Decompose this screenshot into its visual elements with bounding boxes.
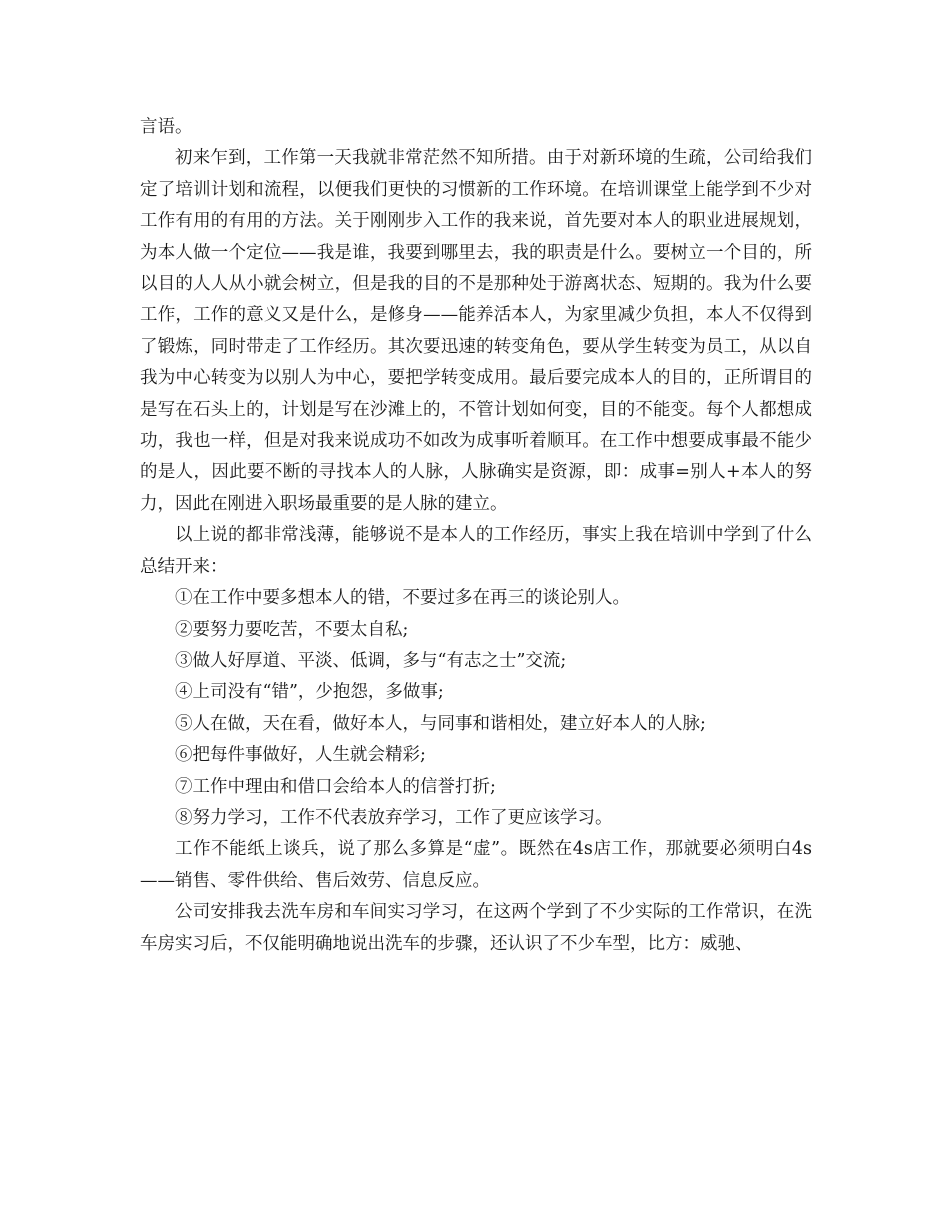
list-item: ⑤人在做，天在看，做好本人，与同事和谐相处，建立好本人的人脉; bbox=[175, 713, 706, 734]
paragraph-4s: 工作不能纸上谈兵，说了那么多算是“虚”。既然在4s店工作，那就要必须明白4s——销售、零件供给、售后效劳、信息反应。 bbox=[140, 839, 812, 891]
paragraph-fragment: 言语。 bbox=[140, 117, 193, 137]
list-item: ⑧努力学习，工作不代表放弃学习，工作了更应该学习。 bbox=[175, 807, 613, 828]
list-item: ⑥把每件事做好，人生就会精彩; bbox=[175, 745, 426, 766]
list-item: ①在工作中要多想本人的错，不要过多在再三的谈论别人。 bbox=[175, 588, 630, 609]
document-body bbox=[140, 112, 812, 960]
paragraph-summary-intro: 以上说的都非常浅薄，能够说不是本人的工作经历，事实上我在培训中学到了什么总结开来： bbox=[140, 525, 812, 577]
list-item: ④上司没有“错”，少抱怨，多做事; bbox=[175, 682, 444, 703]
paragraph-training: 初来乍到，工作第一天我就非常茫然不知所措。由于对新环境的生疏，公司给我们定了培训计划和流程，以便我们更快的习惯新的工作环境。在培训课堂上能学到不少对工作有用的有用的方法。关于刚刚步入工作的我来说，首先要对本人的职业进展规划，为本人做一个定位——我是谁，我要到哪里去，我的职责是什么。要树立一个目的，所以目的人人从小就会树立，但是我的目的不是那种处于游离状态、短期的。我为什么要工作，工作的意义又是什么，是修身——能养活本人，为家里减少负担，本人不仅得到了锻炼，同时带走了工作经历。其次要迅速的转变角色，要从学生转变为员工，从以自我为中心转变为以别人为中心，要把学转变成用。最后要完成本人的目的，正所谓目的是写在石头上的，计划是写在沙滩上的，不管计划如何变，目的不能变。每个人都想成功，我也一样，但是对我来说成功不如改为成事听着顺耳。在工作中想要成事最不能少的是人，因此要不断的寻找本人的人脉，人脉确实是资源，即：成事=别人+本人的努力，因此在刚进入职场最重要的是人脉的建立。 bbox=[140, 148, 812, 514]
list-item: ③做人好厚道、平淡、低调，多与“有志之士”交流; bbox=[175, 650, 567, 671]
list-item: ②要努力要吃苦，不要太自私; bbox=[175, 619, 409, 640]
list-item: ⑦工作中理由和借口会给本人的信誉打折; bbox=[175, 776, 496, 797]
paragraph-internship: 公司安排我去洗车房和车间实习学习，在这两个学到了不少实际的工作常识，在洗车房实习后，不仅能明确地说出洗车的步骤，还认识了不少车型，比方：威驰、 bbox=[140, 902, 812, 954]
